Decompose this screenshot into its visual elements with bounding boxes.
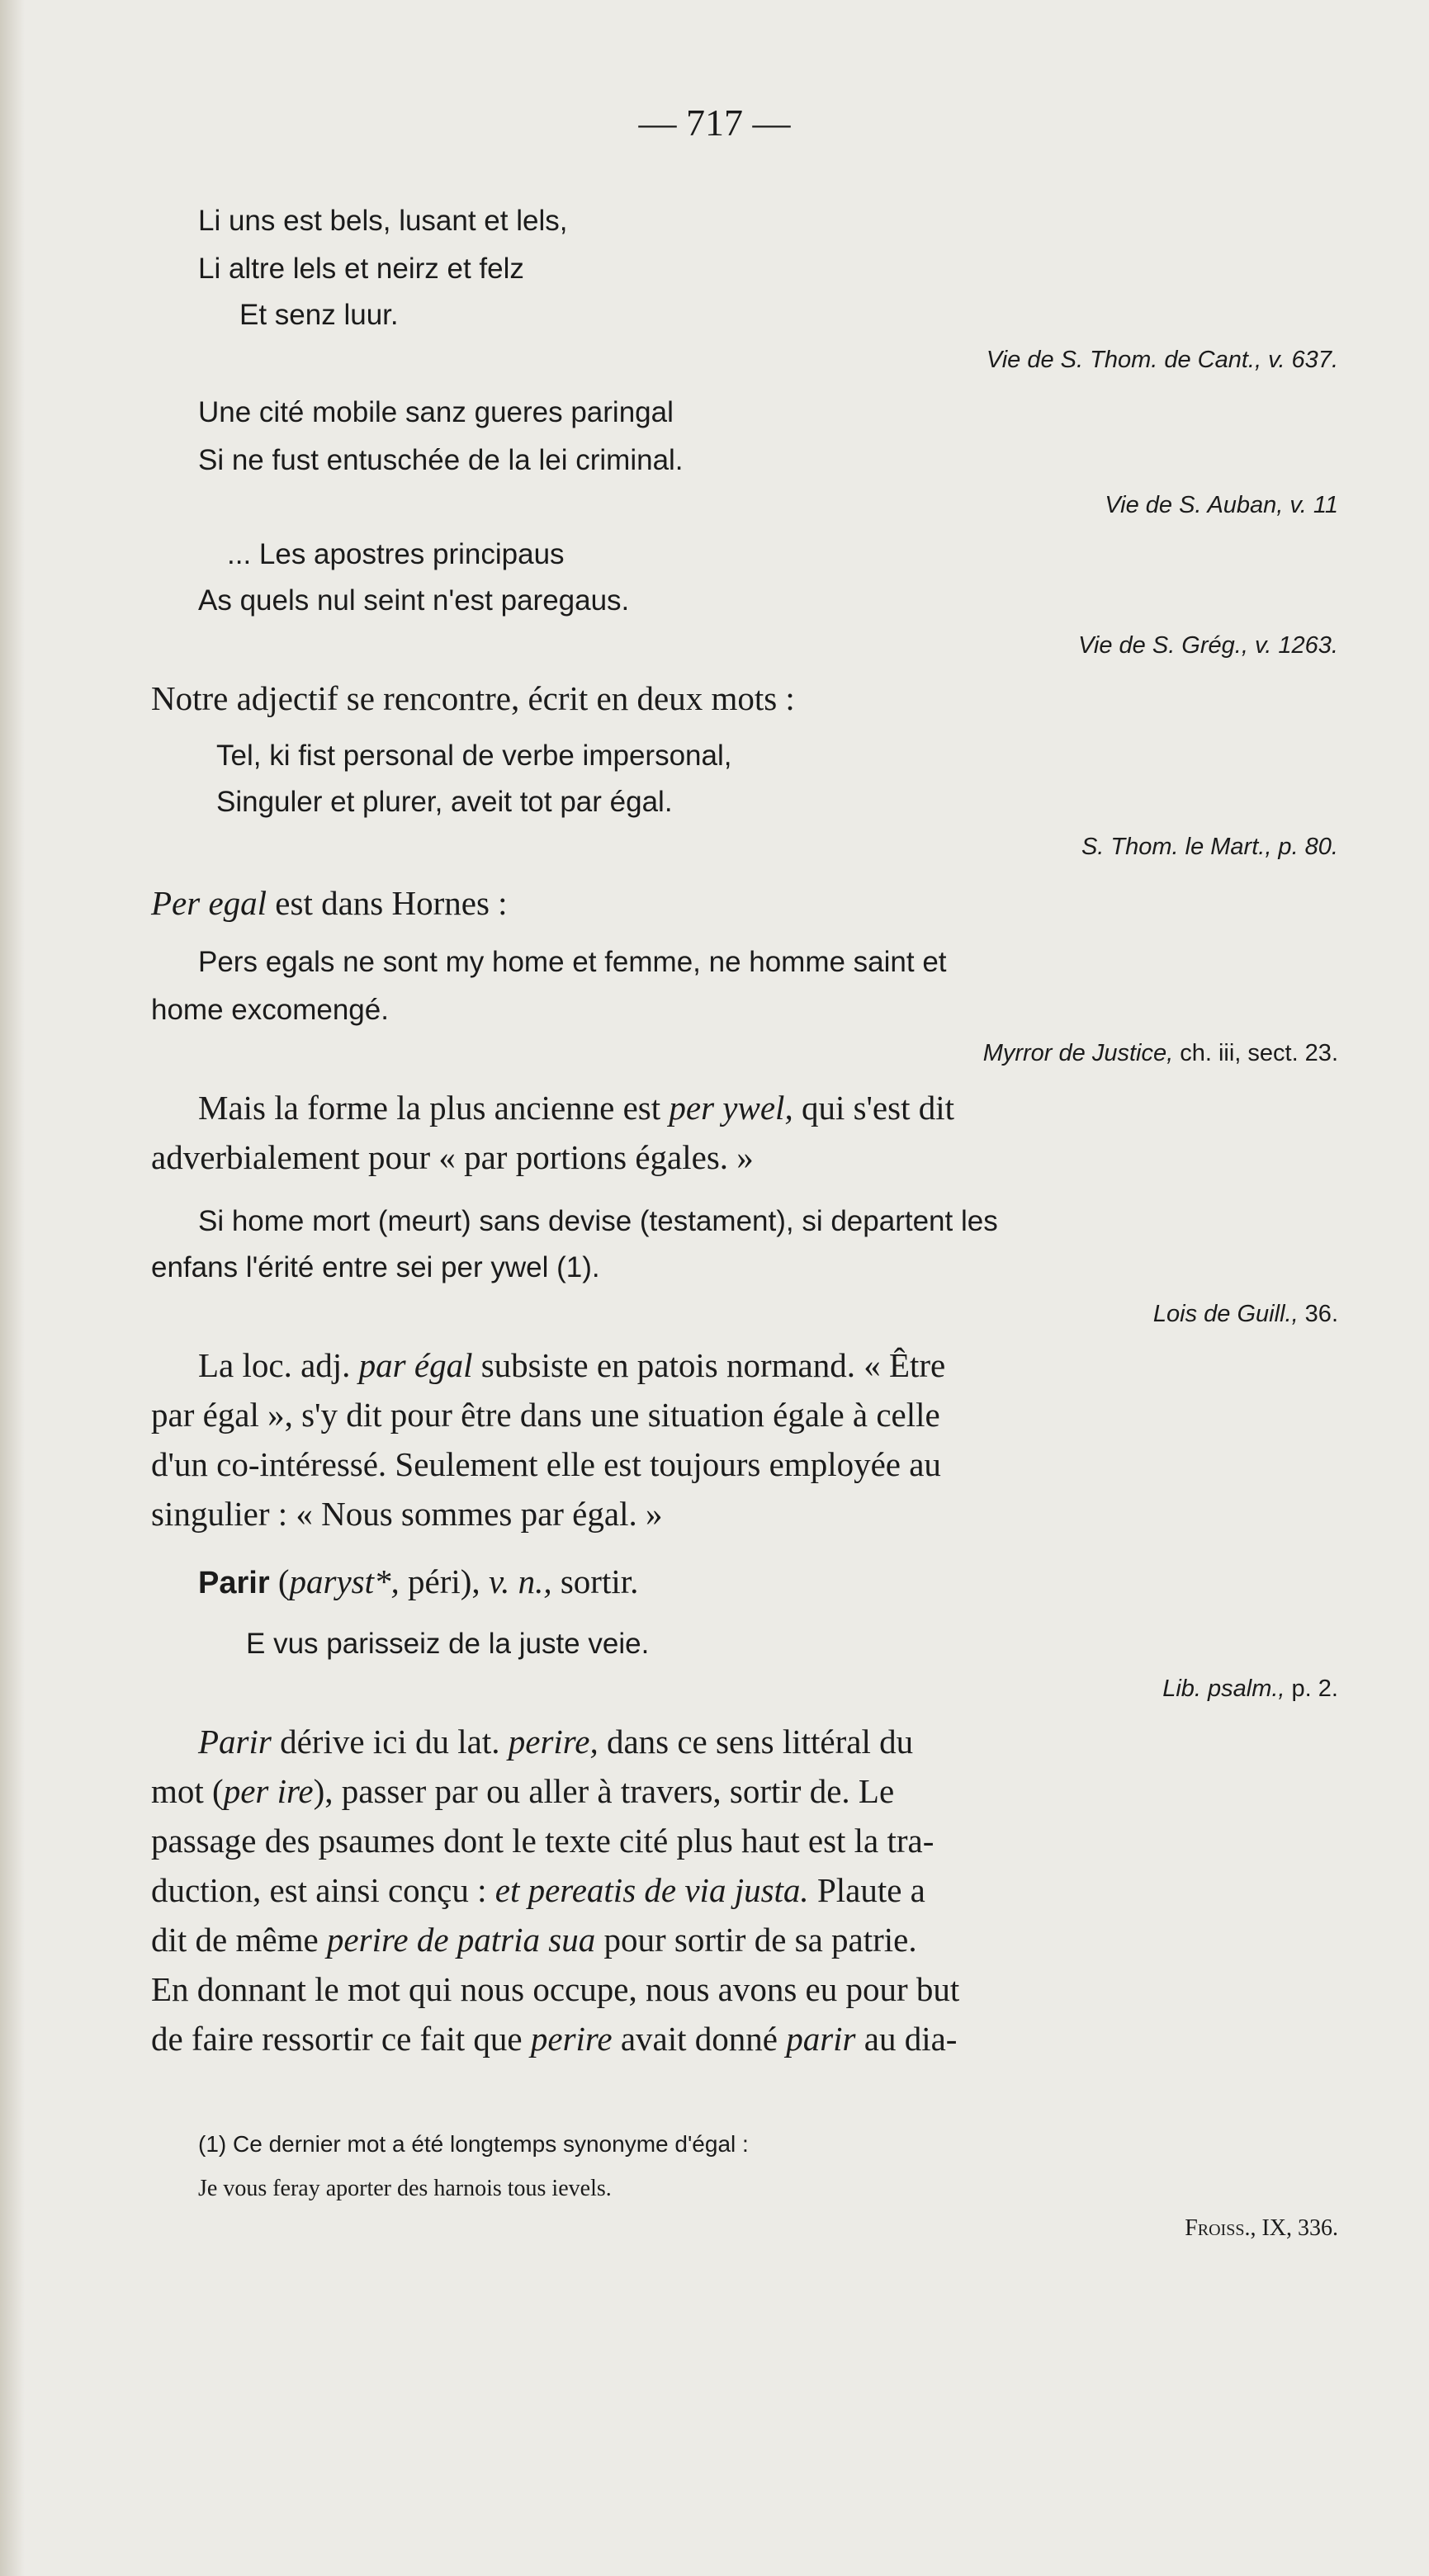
quote-line: Si home mort (meurt) sans devise (testament), si departent les: [198, 1205, 998, 1237]
quote-line: E vus parisseiz de la juste veie.: [246, 1628, 650, 1660]
italic-term: perire: [530, 2020, 613, 2058]
paragraph-line: par égal », s'y dit pour être dans une situation égale à celle: [151, 1396, 940, 1434]
text-run: (: [269, 1562, 290, 1600]
verse-line: Li uns est bels, lusant et lels,: [198, 205, 568, 237]
italic-term: par égal: [358, 1346, 473, 1384]
paragraph-line: [151, 1920, 917, 1959]
paragraph-line: passage des psaumes dont le texte cité plus haut est la tra-: [151, 1822, 935, 1860]
verse-line: ... Les apostres principaus: [227, 538, 565, 570]
quote-line: home excomengé.: [151, 994, 389, 1026]
text-run: p. 2.: [1285, 1676, 1338, 1702]
text-run: qui s'est dit: [793, 1089, 955, 1127]
text-run: Myrror de Justice,: [982, 1040, 1174, 1066]
paragraph-line: adverbialement pour « par portions égales. »: [151, 1138, 754, 1176]
text-run: ), passer par ou aller à travers, sortir de. Le: [313, 1772, 895, 1810]
text-run: dit de même: [151, 1921, 327, 1959]
quote-line: Pers egals ne sont my home et femme, ne homme saint et: [198, 946, 947, 978]
footnote-source: Froiss., IX, 336.: [1185, 2215, 1338, 2241]
text-run: est dans Hornes :: [267, 884, 508, 922]
italic-term: perire,: [508, 1723, 599, 1761]
text-run: Plaute a: [808, 1871, 925, 1909]
citation-source: Vie de S. Grég., v. 1263.: [1078, 632, 1338, 659]
paragraph-line: [151, 1870, 925, 1910]
verse-line: As quels nul seint n'est paregaus.: [198, 584, 630, 617]
citation-source: [1162, 1676, 1338, 1703]
text-run: péri),: [399, 1562, 489, 1600]
paragraph-line: singulier : « Nous sommes par égal. »: [151, 1495, 663, 1533]
paragraph-line: [198, 1345, 945, 1385]
quote-line: enfans l'érité entre sei per ywel (1).: [151, 1251, 600, 1283]
paragraph-line: [151, 2019, 957, 2058]
italic-term: v. n.,: [488, 1562, 552, 1600]
text-run: mot (: [151, 1772, 224, 1810]
text-run: dans ce sens littéral du: [598, 1723, 914, 1761]
paragraph-line: [198, 1722, 913, 1761]
citation-source: [1153, 1301, 1338, 1328]
text-run: au dia-: [855, 2020, 958, 2058]
text-run: avait donné: [612, 2020, 787, 2058]
text-run: sortir.: [551, 1562, 639, 1600]
headword: Parir: [198, 1566, 270, 1600]
footnote-quote: Je vous feray aporter des harnois tous ievels.: [198, 2176, 612, 2201]
text-run: La loc. adj.: [198, 1346, 359, 1384]
italic-term: Parir: [198, 1723, 272, 1761]
text-run: subsiste en patois normand. « Être: [472, 1346, 946, 1384]
dictionary-entry: [198, 1562, 638, 1601]
verse-line: Singuler et plurer, aveit tot par égal.: [216, 786, 673, 818]
paragraph-line: [151, 883, 508, 923]
citation-source: Vie de S. Auban, v. 11: [1105, 492, 1338, 518]
italic-term: per ire: [223, 1772, 314, 1810]
citation-source: Vie de S. Thom. de Cant., v. 637.: [986, 347, 1338, 373]
verse-line: Si ne fust entuschée de la lei criminal.: [198, 444, 684, 476]
verse-line: Tel, ki fist personal de verbe impersonal,: [216, 740, 732, 772]
italic-term: perire de patria sua: [326, 1921, 596, 1959]
verse-line: Et senz luur.: [239, 299, 399, 331]
italic-term: per ywel,: [669, 1089, 793, 1127]
text-run: dérive ici du lat.: [271, 1723, 509, 1761]
paragraph-line: [198, 1088, 954, 1127]
paragraph-line: Notre adjectif se rencontre, écrit en deux mots :: [151, 679, 795, 717]
footnote-line: (1) Ce dernier mot a été longtemps synonyme d'égal :: [198, 2131, 749, 2157]
text-run: Lois de Guill.,: [1152, 1301, 1299, 1327]
page-number: — 717 —: [638, 102, 791, 144]
text-run: duction, est ainsi conçu :: [151, 1871, 495, 1909]
citation-source: [983, 1040, 1338, 1067]
paragraph-line: [151, 1771, 894, 1811]
italic-term: et pereatis de via justa.: [494, 1871, 809, 1909]
italic-term: parir: [786, 2020, 856, 2058]
paragraph-line: En donnant le mot qui nous occupe, nous avons eu pour but: [151, 1970, 960, 2008]
text-run: de faire ressortir ce fait que: [151, 2020, 531, 2058]
italic-term: paryst*,: [289, 1562, 400, 1600]
paragraph-line: d'un co-intéressé. Seulement elle est toujours employée au: [151, 1445, 941, 1483]
citation-source: S. Thom. le Mart., p. 80.: [1081, 834, 1338, 860]
text-run: ch. iii, sect. 23.: [1173, 1040, 1338, 1066]
text-run: pour sortir de sa patrie.: [595, 1921, 917, 1959]
verse-line: Une cité mobile sanz gueres paringal: [198, 396, 674, 428]
text-run: Lib. psalm.,: [1162, 1676, 1285, 1702]
verse-line: Li altre lels et neirz et felz: [198, 253, 524, 285]
text-run: 36.: [1298, 1301, 1338, 1327]
italic-term: Per egal: [151, 884, 267, 922]
text-run: Mais la forme la plus ancienne est: [198, 1089, 670, 1127]
